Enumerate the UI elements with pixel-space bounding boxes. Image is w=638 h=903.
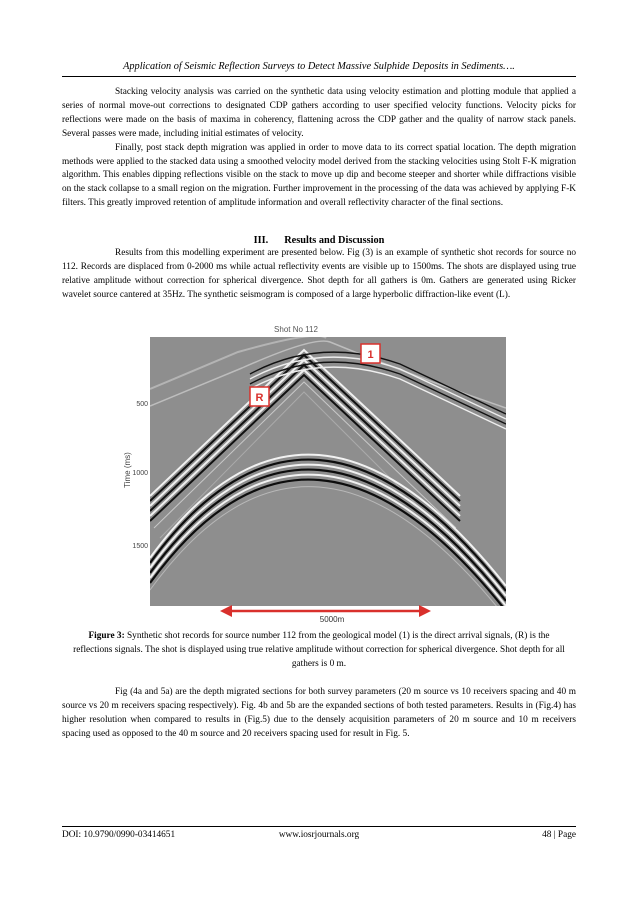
- y-tick-1000: 1000: [132, 470, 148, 477]
- running-header: Application of Seismic Reflection Surveys to Detect Massive Sulphide Deposits in Sediments….: [123, 61, 515, 72]
- scale-label: 5000m: [319, 615, 345, 624]
- header-rule: [62, 76, 576, 77]
- figure-title: Shot No 112: [274, 325, 318, 334]
- paragraph-group-results: [62, 247, 576, 303]
- seismic-shot-record: [120, 318, 520, 624]
- footer-url[interactable]: www.iosrjournals.org: [278, 830, 360, 840]
- footer-rule: [62, 826, 576, 827]
- caption-label: Figure 3:: [88, 631, 125, 641]
- figure-3: [120, 318, 520, 624]
- section-number: III.: [253, 235, 269, 246]
- page-footer: [62, 830, 576, 844]
- section-title: Results and Discussion: [284, 235, 385, 246]
- section-heading: [62, 235, 576, 246]
- y-axis-label: Time (ms): [123, 452, 132, 488]
- y-tick-1500: 1500: [132, 543, 148, 550]
- figure-caption: [72, 630, 566, 672]
- footer-page-number: 48 | Page: [542, 830, 576, 840]
- y-tick-500: 500: [136, 401, 148, 408]
- paragraph-depth-migration: Finally, post stack depth migration was applied in order to move data to its correct spatial location. The depth migration methods were applied to the stacked data using a smoothed velocity model derived from the stacking velocities using Stolt F-K migration algorithm. This enables dipping reflections visible on the stack to move up dip and become steeper and shorter while diffractions visible on the stack collapse to a small region on the migration. Further improvement in the processing of the data was achieved by applying F-K filters. This greatly improved retention of amplitude information and overall reflectivity character of the final sections.: [62, 142, 576, 209]
- label-reflection: R: [255, 392, 264, 404]
- footer-doi: DOI: 10.9790/0990-03414651: [62, 830, 176, 840]
- caption-text: Synthetic shot records for source number 112 from the geological model (1) is the direct arrival signals, (R) is the reflections signals. The shot is displayed using true relative amplitude without correction for spherical divergence. Shot depth for all gathers is 0 m.: [73, 631, 565, 669]
- label-direct-arrival: 1: [367, 349, 374, 361]
- paragraph-group-discussion: [62, 686, 576, 742]
- paragraph-stacking-velocity: Stacking velocity analysis was carried on the synthetic data using velocity estimation and plotting module that applied a series of normal move-out corrections to designated CDP gathers according to user specified velocity functions. Velocity picks for reflections were made on the basis of maxima in coherency, flattening across the CDP gather and the quality of narrow stack panels. Several passes were made, including initial estimates of velocity.: [62, 87, 576, 139]
- paragraph-results: Results from this modelling experiment are presented below. Fig (3) is an example of synthetic shot records for source no 112. Records are displaced from 0-2000 ms while actual reflectivity events are visible up to 1500ms. The shots are displayed using true relative amplitude without correction for spherical divergence. Shot depth for all gathers is 0m. Gathers are generated using Ricker wavelet source cantered at 35Hz. The synthetic seismogram is composed of a large hyperbolic diffraction-like event (L).: [62, 248, 576, 300]
- paragraph-depth-sections: Fig (4a and 5a) are the depth migrated sections for both survey parameters (20 m source vs 10 receivers spacing and 40 m source vs 20 m receivers spacing respectively). Fig. 4b and 5b are the expanded sections of both tested parameters. Results in (Fig.4) has higher resolution when compared to results in (Fig.5) due to the densely acquisition parameters of 20 m source and 10 m receivers spacing used as opposed to the 40 m source and 20 receivers spacing used for result in Fig. 5.: [62, 687, 576, 739]
- paragraph-group-methods: [62, 86, 576, 211]
